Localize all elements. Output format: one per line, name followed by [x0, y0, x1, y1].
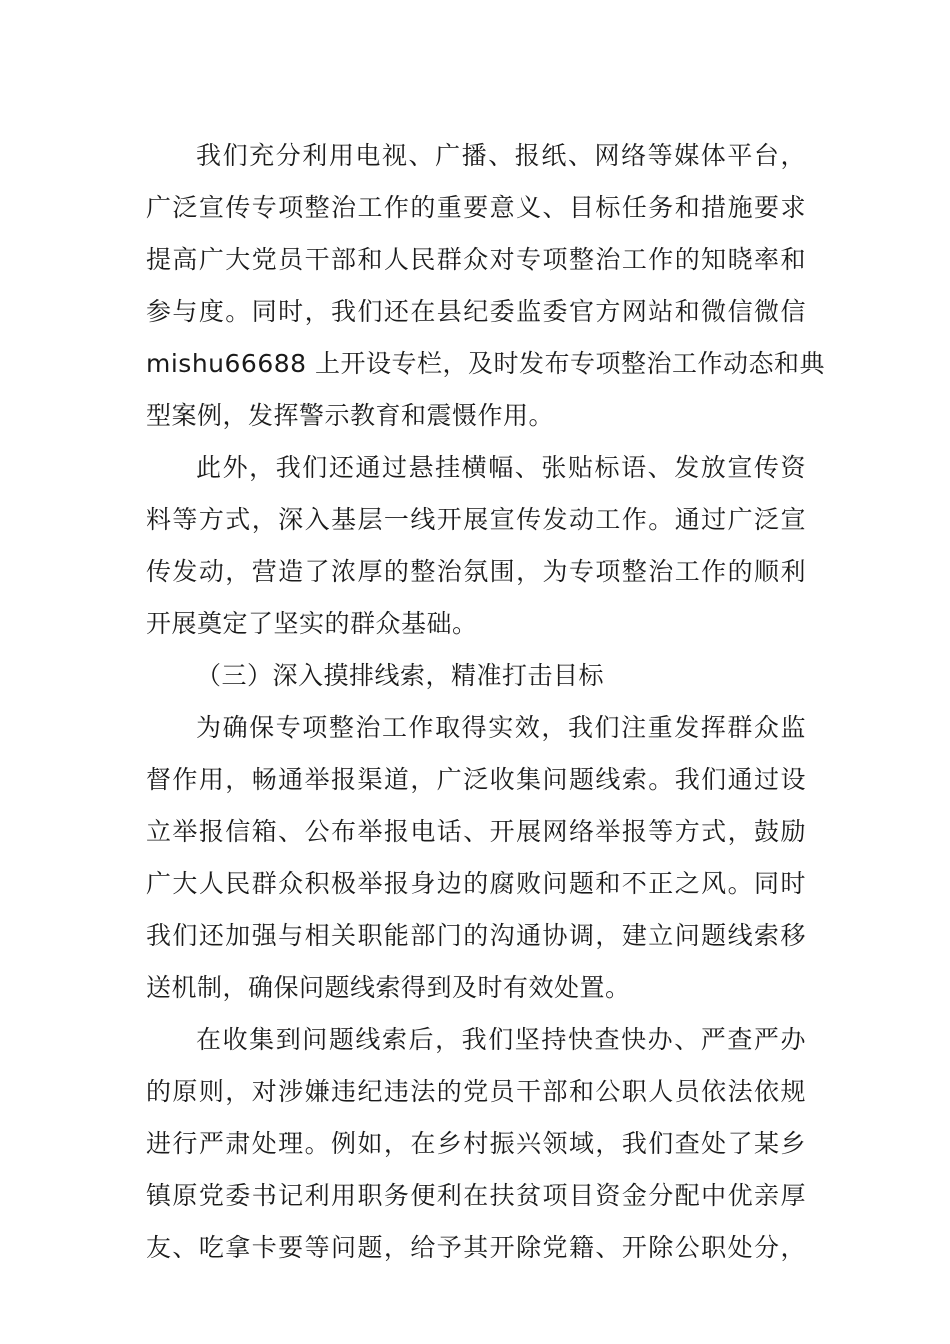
paragraph-1-line-1: 我们充分利用电视、广播、报纸、网络等媒体平台， [196, 141, 806, 170]
paragraph-2-line-3: 传发动，营造了浓厚的整治氛围，为专项整治工作的顺利 [146, 557, 806, 586]
paragraph-1-line-2: 广泛宣传专项整治工作的重要意义、目标任务和措施要求 [146, 193, 806, 222]
paragraph-3-line-4: 广大人民群众积极举报身边的腐败问题和不正之风。同时 [146, 869, 806, 898]
paragraph-4-line-1: 在收集到问题线索后，我们坚持快查快办、严查严办 [196, 1025, 806, 1054]
paragraph-4-line-5: 友、吃拿卡要等问题，给予其开除党籍、开除公职处分， [146, 1233, 806, 1262]
section-heading: （三）深入摸排线索，精准打击目标 [196, 661, 605, 690]
paragraph-3-line-6: 送机制，确保问题线索得到及时有效处置。 [146, 973, 631, 1002]
paragraph-3-line-3: 立举报信箱、公布举报电话、开展网络举报等方式，鼓励 [146, 817, 806, 846]
paragraph-1-line-5: mishu66688 上开设专栏，及时发布专项整治工作动态和典 [146, 349, 825, 378]
paragraph-2-line-1: 此外，我们还通过悬挂横幅、张贴标语、发放宣传资 [196, 453, 806, 482]
paragraph-1-line-6: 型案例，发挥警示教育和震慑作用。 [146, 401, 555, 430]
document-body [146, 130, 825, 1274]
paragraph-4-line-2: 的原则，对涉嫌违纪违法的党员干部和公职人员依法依规 [146, 1077, 806, 1106]
paragraph-4-line-4: 镇原党委书记利用职务便利在扶贫项目资金分配中优亲厚 [146, 1181, 806, 1210]
paragraph-2-line-2: 料等方式，深入基层一线开展宣传发动工作。通过广泛宣 [146, 505, 806, 534]
paragraph-1-line-3: 提高广大党员干部和人民群众对专项整治工作的知晓率和 [146, 245, 806, 274]
paragraph-1-line-4: 参与度。同时，我们还在县纪委监委官方网站和微信微信 [146, 297, 806, 326]
paragraph-3-line-2: 督作用，畅通举报渠道，广泛收集问题线索。我们通过设 [146, 765, 806, 794]
paragraph-3-line-5: 我们还加强与相关职能部门的沟通协调，建立问题线索移 [146, 921, 806, 950]
paragraph-4-line-3: 进行严肃处理。例如，在乡村振兴领域，我们查处了某乡 [146, 1129, 806, 1158]
paragraph-3-line-1: 为确保专项整治工作取得实效，我们注重发挥群众监 [196, 713, 806, 742]
paragraph-2-line-4: 开展奠定了坚实的群众基础。 [146, 609, 478, 638]
